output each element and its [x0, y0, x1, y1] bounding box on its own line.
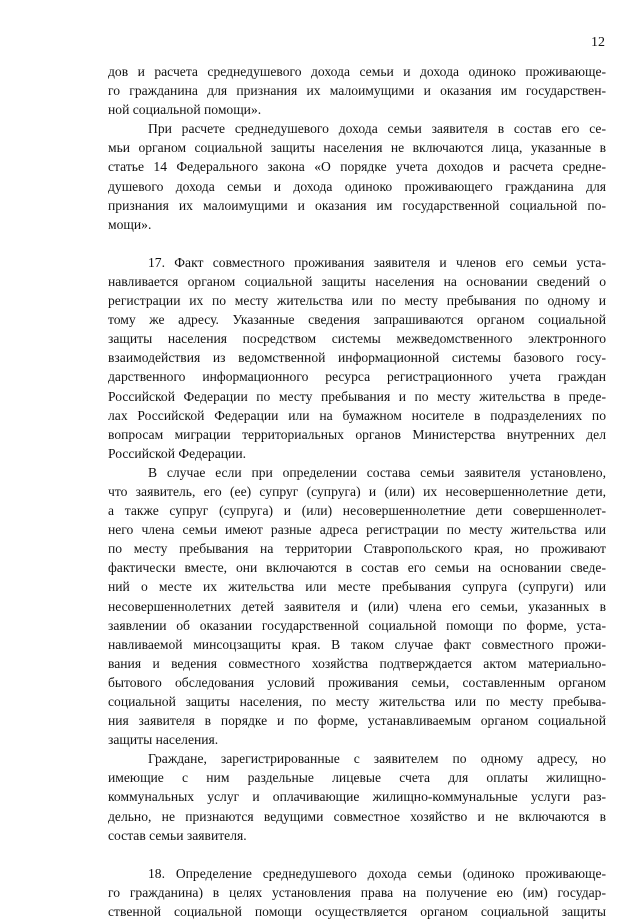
text-line: лах Российской Федерации или на бумажном носителе в подразделениях по: [108, 407, 606, 423]
page-number: 12: [591, 35, 605, 50]
paragraph: [108, 463, 606, 749]
text-line: го гражданина для признания их малоимущими и оказания им государствен-: [108, 83, 606, 99]
paragraph: [108, 749, 606, 844]
text-line: душевого дохода семьи и дохода одиноко проживающего гражданина для: [108, 178, 606, 194]
text-line: коммунальных услуг и оплачивающие жилищно-коммунальные услуги раз-: [108, 789, 606, 805]
text-line: фактически вместе, они включаются в состав его семьи на основании сведе-: [108, 560, 606, 576]
paragraph-gap: [108, 845, 606, 864]
text-line: дов и расчета среднедушевого дохода семьи и дохода одиноко проживающе-: [108, 64, 606, 79]
text-line: 17. Факт совместного проживания заявителя и членов его семьи уста-: [148, 254, 606, 270]
text-line: ной социальной помощи».: [108, 102, 262, 118]
text-line: Российской Федерации.: [108, 445, 246, 461]
document-body: [108, 62, 606, 921]
text-line: а также супруг (супруга) и (или) несовершеннолетние дети совершеннолет-: [108, 503, 606, 519]
text-line: дельно, не признаются ведущими совместное хозяйство и не включаются в: [108, 808, 606, 824]
text-line: него члена семьи имеют разные адреса регистрации по месту жительства или: [108, 522, 606, 538]
text-line: навливаемой минсоцзащиты края. В таком случае факт совместного прожи-: [108, 636, 606, 652]
text-line: тому же адресу. Указанные сведения запрашиваются органом социальной: [108, 312, 606, 328]
text-line: мощи».: [108, 216, 152, 232]
text-line: регистрации их по месту жительства или по месту пребывания по одному и: [108, 293, 606, 309]
paragraph: [108, 253, 606, 463]
text-line: статье 14 Федерального закона «О порядке учета доходов и расчета средне-: [108, 159, 606, 175]
text-line: взаимодействия из ведомственной информационной системы базового госу-: [108, 350, 606, 366]
text-line: вопросам миграции территориальных органов Министерства внутренних дел: [108, 426, 606, 442]
text-line: признания их малоимущими и оказания им государственной социальной по-: [108, 197, 606, 213]
text-line: состав семьи заявителя.: [108, 827, 247, 843]
text-line: дарственного информационного ресурса регистрационного учета граждан: [108, 369, 606, 385]
text-line: бытового обследования условий проживания семьи, составленным органом: [108, 674, 606, 690]
text-line: социальной защиты населения, по месту жительства или по месту пребыва-: [108, 694, 606, 709]
paragraph: [108, 119, 606, 234]
text-line: ственной социальной помощи осуществляется органом социальной защиты: [108, 903, 606, 919]
text-line: При расчете среднедушевого дохода семьи заявителя в состав его се-: [148, 121, 606, 137]
text-line: навливается органом социальной защиты населения на основании сведений о: [108, 273, 606, 289]
text-line: защиты населения.: [108, 732, 219, 748]
text-line: заявлении об оказании государственной социальной помощи по форме, уста-: [108, 617, 606, 633]
text-line: В случае если при определении состава семьи заявителя установлено,: [148, 464, 606, 480]
text-line: Граждане, зарегистрированные с заявителем по одному адресу, но: [148, 751, 606, 767]
text-line: мьи органом социальной защиты населения не включаются лица, указанные в: [108, 140, 606, 156]
text-line: го гражданина) в целях установления права на получение ею (им) государ-: [108, 884, 606, 900]
text-line: имеющие с ним раздельные лицевые счета для оплаты жилищно-: [108, 770, 606, 786]
text-line: несовершеннолетних детей заявителя и (или) члена его семьи, указанных в: [108, 598, 606, 614]
text-line: вания и ведения совместного хозяйства подтверждается актом материально-: [108, 655, 606, 671]
text-line: ний о месте их жительства или месте пребывания супруга (супруги) или: [108, 579, 606, 595]
paragraph: [108, 864, 606, 921]
text-line: Российской Федерации по месту пребывания и по месту жительства в преде-: [108, 388, 606, 404]
paragraph-gap: [108, 234, 606, 253]
text-line: защиты населения посредством системы межведомственного электронного: [108, 331, 606, 347]
text-line: 18. Определение среднедушевого дохода семьи (одиноко проживающе-: [148, 865, 606, 881]
text-line: что заявитель, его (ее) супруг (супруга) и (или) их несовершеннолетние дети,: [108, 483, 606, 499]
text-line: по месту пребывания на территории Ставропольского края, но проживают: [108, 541, 606, 557]
text-line: ния заявителя в порядке и по форме, устанавливаемым органом социальной: [108, 713, 606, 729]
paragraph: [108, 62, 606, 119]
